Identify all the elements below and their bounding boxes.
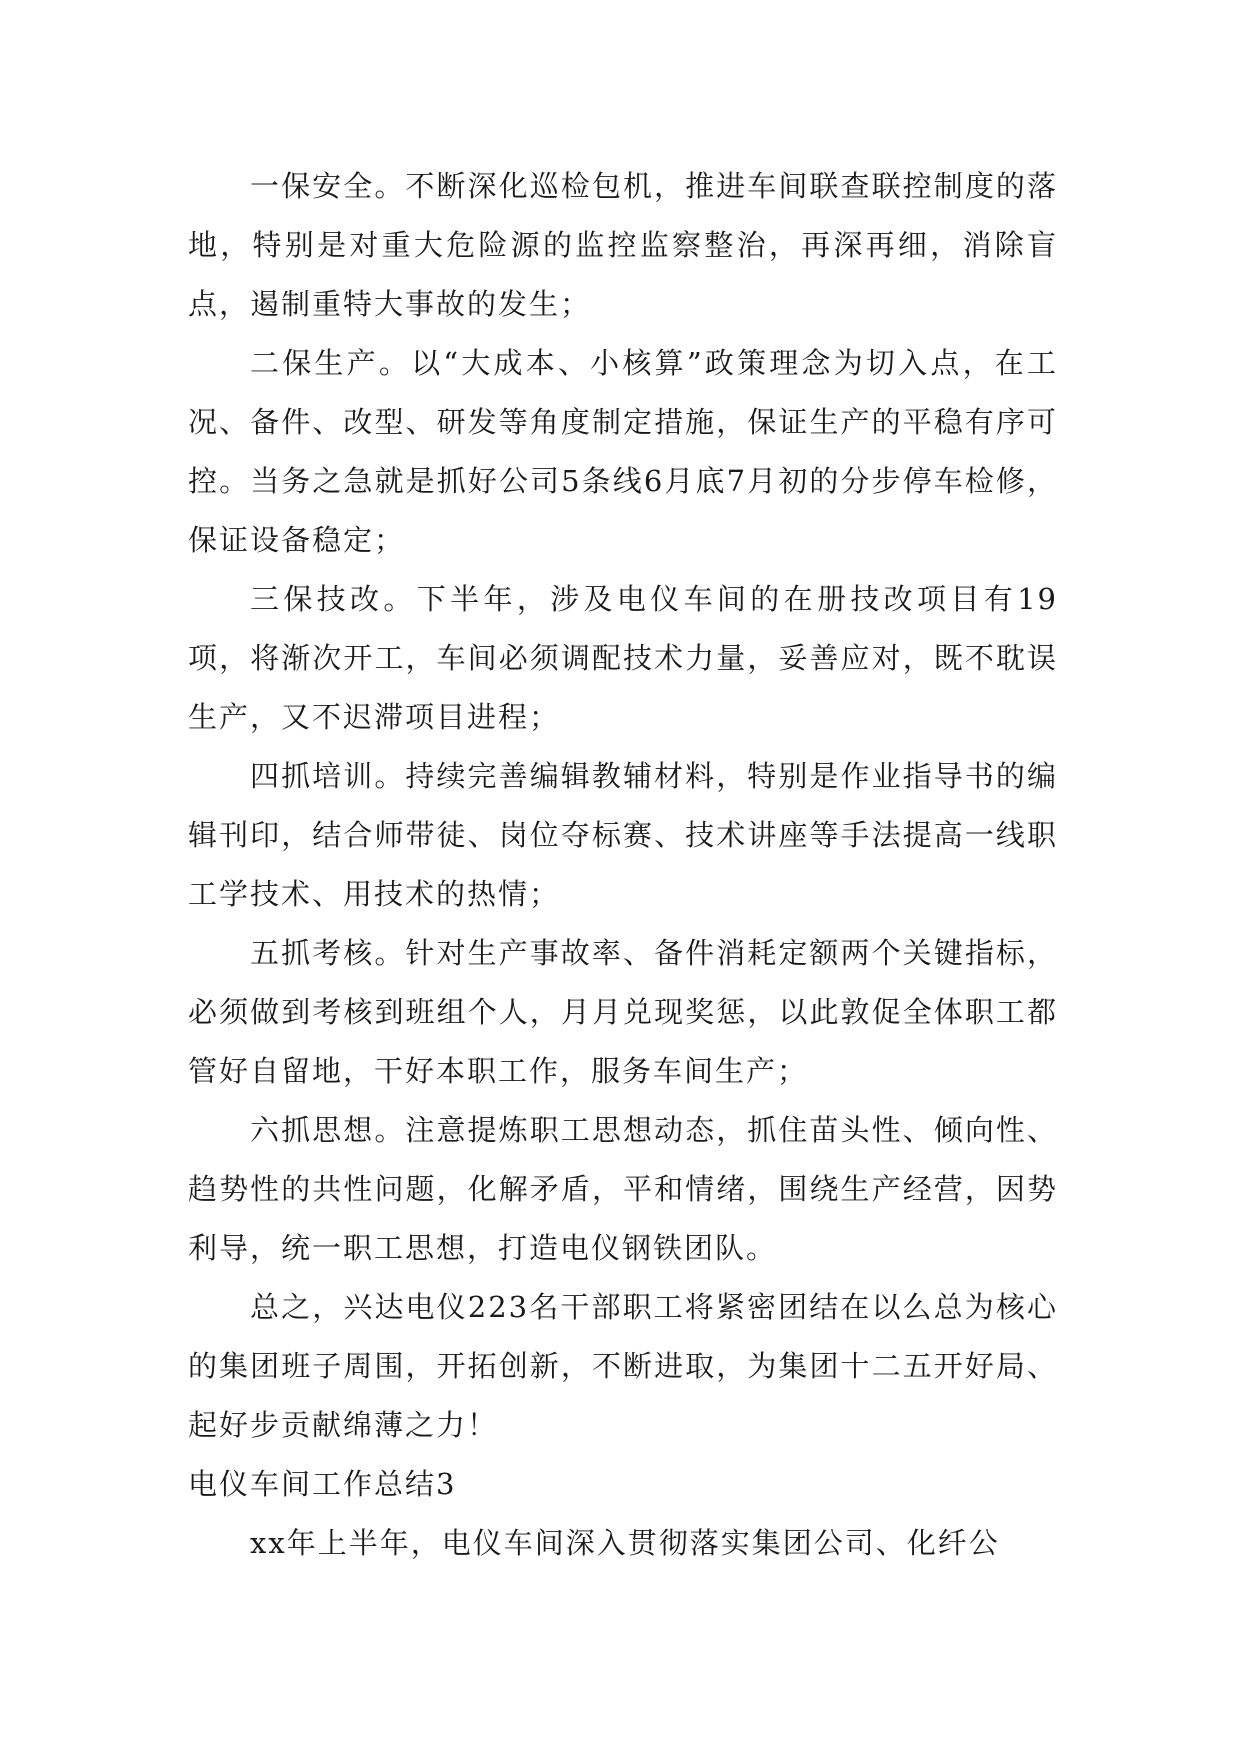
document-body [188, 157, 1058, 1573]
paragraph-first-half-year: xx年上半年，电仪车间深入贯彻落实集团公司、化纤公 [250, 1526, 1000, 1560]
paragraph-ideology: 六抓思想。注意提炼职工思想动态，抓住苗头性、倾向性、趋势性的共性问题，化解矛盾，平和情绪，围绕生产经营，因势利导，统一职工思想，打造电仪钢铁团队。 [188, 1113, 1058, 1265]
paragraph-tech-upgrade: 三保技改。下半年，涉及电仪车间的在册技改项目有19项，将渐次开工，车间必须调配技术力量，妥善应对，既不耽误生产，又不迟滞项目进程； [188, 582, 1058, 734]
paragraph-production: 二保生产。以“大成本、小核算”政策理念为切入点，在工况、备件、改型、研发等角度制定措施，保证生产的平稳有序可控。当务之急就是抓好公司5条线6月底7月初的分步停车检修，保证设备稳定； [188, 346, 1058, 557]
paragraph-assessment: 五抓考核。针对生产事故率、备件消耗定额两个关键指标，必须做到考核到班组个人，月月兑现奖惩，以此敦促全体职工都管好自留地，干好本职工作，服务车间生产； [188, 936, 1058, 1088]
paragraph-safety: 一保安全。不断深化巡检包机，推进车间联查联控制度的落地，特别是对重大危险源的监控监察整治，再深再细，消除盲点，遏制重特大事故的发生； [188, 169, 1058, 321]
section-heading: 电仪车间工作总结3 [188, 1467, 457, 1501]
paragraph-training: 四抓培训。持续完善编辑教辅材料，特别是作业指导书的编辑刊印，结合师带徒、岗位夺标赛、技术讲座等手法提高一线职工学技术、用技术的热情； [188, 759, 1058, 911]
paragraph-summary: 总之，兴达电仪223名干部职工将紧密团结在以么总为核心的集团班子周围，开拓创新，不断进取，为集团十二五开好局、起好步贡献绵薄之力！ [188, 1290, 1058, 1442]
